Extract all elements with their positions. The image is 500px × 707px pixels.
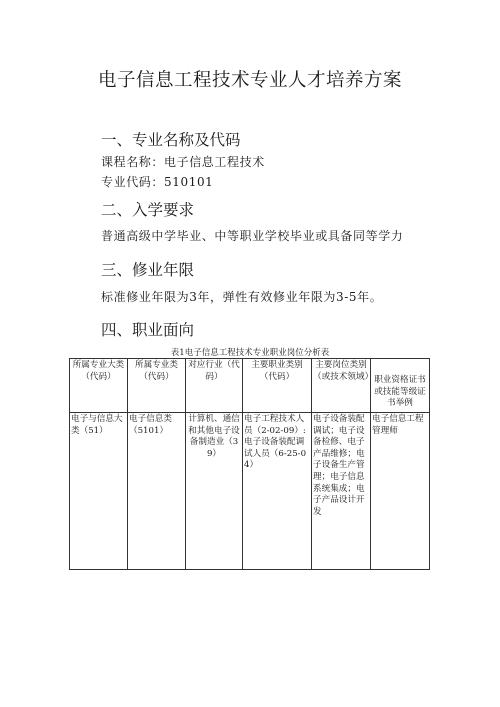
cell-major-class: 电子信息类（5101） — [128, 413, 186, 570]
header-industry: 对应行业（代码） — [186, 359, 243, 413]
course-name-line: 课程名称：电子信息工程技术 — [101, 155, 265, 169]
table-caption: 表1电子信息工程技术专业职业岗位分析表 — [170, 348, 330, 358]
cell-industry: 计算机、通信和其他电子设备制造业（39） — [186, 413, 243, 570]
header-certificate: 职业资格证书或技能等级证书举例 — [371, 359, 430, 413]
header-position-category: 主要岗位类别（或技术领域） — [312, 359, 371, 413]
header-major-category: 所属专业大类（代码） — [70, 359, 128, 413]
cell-position-category: 电子设备装配调试；电子设备检修、电子产品维修；电子设备生产管理；电子信息系统集成；电子产品设计开发 — [312, 413, 371, 570]
section-heading-program-name: 一、专业名称及代码 — [101, 131, 241, 149]
career-analysis-table — [69, 358, 430, 570]
cell-certificate: 电子信息工程管理师 — [371, 413, 430, 570]
table-row — [70, 413, 430, 570]
admission-requirement-text: 普通高级中学毕业、中等职业学校毕业或具备同等学力 — [101, 229, 404, 243]
section-heading-admission: 二、入学要求 — [101, 201, 195, 219]
cell-major-category: 电子与信息大类（51） — [70, 413, 128, 570]
table-header-row — [70, 359, 430, 413]
section-heading-career-orientation: 四、职业面向 — [101, 321, 195, 339]
duration-text: 标准修业年限为3年，弹性有效修业年限为3-5年。 — [101, 290, 383, 304]
cell-occupation-category: 电子工程技术人员（2-02-09）:电子设备装配调试人员（6-25-04） — [243, 413, 312, 570]
header-major-class: 所属专业类（代码） — [128, 359, 186, 413]
document-title: 电子信息工程技术专业人才培养方案 — [97, 70, 402, 91]
header-occupation-category: 主要职业类别（代码） — [243, 359, 312, 413]
section-heading-duration: 三、修业年限 — [101, 261, 195, 279]
course-code-line: 专业代码：510101 — [101, 175, 214, 189]
